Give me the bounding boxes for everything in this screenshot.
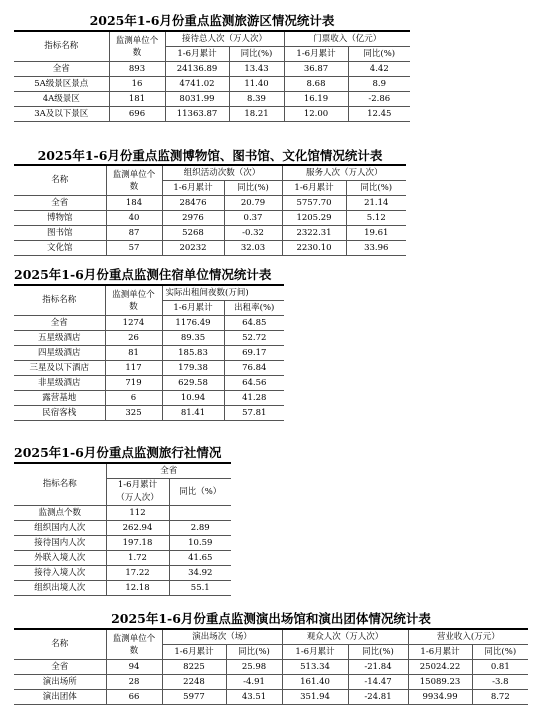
- header-name: 指标名称: [14, 463, 106, 506]
- cell-value: 2976: [162, 211, 224, 226]
- header-service: 服务人次（万人次）: [282, 165, 406, 181]
- row-label: 4A级景区: [14, 92, 109, 107]
- header-cum: 1-6月累计: [162, 645, 226, 660]
- header-visitors: 接待总人次（万人次）: [165, 31, 284, 47]
- table-row: [14, 107, 410, 122]
- table-row: [14, 406, 284, 421]
- cell-value: 2230.10: [282, 241, 346, 256]
- header-yoy: 同比（%）: [169, 479, 231, 506]
- cell-value: 76.84: [224, 361, 284, 376]
- cell-value: 1.72: [106, 551, 169, 566]
- cell-value: 19.61: [346, 226, 406, 241]
- cell-value: 15089.23: [408, 675, 472, 690]
- header-revenue: 门票收入（亿元）: [284, 31, 410, 47]
- header-cum: 1-6月累计: [282, 181, 346, 196]
- cell-value: 9934.99: [408, 690, 472, 705]
- table-row: [14, 566, 231, 581]
- cell-value: 4.42: [348, 62, 410, 77]
- culture-venue-rows: [14, 196, 406, 256]
- header-units: [106, 165, 162, 196]
- row-label: 非星级酒店: [14, 376, 105, 391]
- cell-value: 1176.49: [162, 316, 224, 331]
- table-row: [14, 536, 231, 551]
- cell-value: 11.40: [229, 77, 284, 92]
- row-label: 组织出境人次: [14, 581, 106, 596]
- culture-venue-title: 2025年1-6月份重点监测博物馆、图书馆、文化馆情况统计表: [37, 148, 383, 163]
- culture-venue-table: [14, 164, 406, 256]
- cell-value: 0.37: [224, 211, 282, 226]
- accommodation-table: [14, 284, 284, 421]
- cell-value: 1205.29: [282, 211, 346, 226]
- table-row: [14, 690, 528, 705]
- tourist-area-table: [14, 30, 410, 122]
- cell-value: 21.14: [346, 196, 406, 211]
- cell-value: -2.86: [348, 92, 410, 107]
- header-yoy: 同比(%): [472, 645, 528, 660]
- table-row: [14, 376, 284, 391]
- table-row: [14, 62, 410, 77]
- table-row: [14, 521, 231, 536]
- header-revenue: 营业收入(万元）: [408, 629, 528, 645]
- header-name: 名称: [14, 165, 106, 196]
- row-label: 组织国内人次: [14, 521, 106, 536]
- cell-value: 8031.99: [165, 92, 229, 107]
- cell-value: 5757.70: [282, 196, 346, 211]
- row-label: 三星及以下酒店: [14, 361, 105, 376]
- table-row: [14, 506, 231, 521]
- row-label: 5A级景区景点: [14, 77, 109, 92]
- performance-title: 2025年1-6月份重点监测演出场馆和演出团体情况统计表: [111, 611, 431, 626]
- row-label: 博物馆: [14, 211, 106, 226]
- cell-value: 2322.31: [282, 226, 346, 241]
- cell-value: 11363.87: [165, 107, 229, 122]
- tourist-area-title: 2025年1-6月份重点监测旅游区情况统计表: [89, 13, 335, 28]
- row-label: 四星级酒店: [14, 346, 105, 361]
- row-label: 露营基地: [14, 391, 105, 406]
- header-cum: 1-6月累计: [282, 645, 348, 660]
- cell-value: 8.72: [472, 690, 528, 705]
- cell-value: 43.51: [226, 690, 282, 705]
- cell-value: 8225: [162, 660, 226, 675]
- cell-value: 181: [109, 92, 165, 107]
- culture-venue-section: [14, 148, 406, 256]
- cell-value: 2248: [162, 675, 226, 690]
- cell-value: 41.28: [224, 391, 284, 406]
- header-yoy: 同比(%): [224, 181, 282, 196]
- cell-value: 12.18: [106, 581, 169, 596]
- header-nights: 实际出租间夜数(万间): [162, 285, 284, 301]
- performance-section: [14, 610, 528, 705]
- cell-value: 12.45: [348, 107, 410, 122]
- header-units-text: 监测单位个数: [112, 169, 156, 192]
- accommodation-title: 2025年1-6月份重点监测住宿单位情况统计表: [14, 267, 272, 282]
- row-label: 全省: [14, 316, 105, 331]
- row-label: 演出场所: [14, 675, 106, 690]
- cell-value: -21.84: [348, 660, 408, 675]
- header-cum: 1-6月累计: [162, 181, 224, 196]
- row-label: 3A及以下景区: [14, 107, 109, 122]
- table-row: [14, 581, 231, 596]
- table-row: [14, 551, 231, 566]
- performance-table: [14, 628, 528, 705]
- cell-value: 719: [105, 376, 162, 391]
- cell-value: 10.59: [169, 536, 231, 551]
- cell-value: -24.81: [348, 690, 408, 705]
- cell-value: 351.94: [282, 690, 348, 705]
- cell-value: 81: [105, 346, 162, 361]
- cell-value: 184: [106, 196, 162, 211]
- cell-value: 25.98: [226, 660, 282, 675]
- cell-value: 26: [105, 331, 162, 346]
- travel-agency-rows: [14, 506, 231, 596]
- cell-value: 112: [106, 506, 169, 521]
- cell-value: 0.81: [472, 660, 528, 675]
- cell-value: 185.83: [162, 346, 224, 361]
- header-rate: 出租率(%): [224, 301, 284, 316]
- cell-value: 8.9: [348, 77, 410, 92]
- cell-value: 629.58: [162, 376, 224, 391]
- header-shows: 演出场次（场）: [162, 629, 282, 645]
- cell-value: 16: [109, 77, 165, 92]
- cell-value: 5.12: [346, 211, 406, 226]
- table-row: [14, 226, 406, 241]
- table-row: [14, 241, 406, 256]
- cell-value: 197.18: [106, 536, 169, 551]
- cell-value: 36.87: [284, 62, 348, 77]
- cell-value: 94: [106, 660, 162, 675]
- table-row: [14, 211, 406, 226]
- cell-value: 25024.22: [408, 660, 472, 675]
- table-row: [14, 660, 528, 675]
- row-label: 全省: [14, 62, 109, 77]
- cell-value: 5977: [162, 690, 226, 705]
- cell-value: 10.94: [162, 391, 224, 406]
- cell-value: 325: [105, 406, 162, 421]
- cell-value: 64.85: [224, 316, 284, 331]
- header-units: [106, 629, 162, 660]
- header-units: [105, 285, 162, 316]
- cell-value: 20232: [162, 241, 224, 256]
- cell-value: -0.32: [224, 226, 282, 241]
- row-label: 全省: [14, 196, 106, 211]
- cell-value: 893: [109, 62, 165, 77]
- cell-value: 262.94: [106, 521, 169, 536]
- table-row: [14, 77, 410, 92]
- cell-value: 161.40: [282, 675, 348, 690]
- cell-value: 18.21: [229, 107, 284, 122]
- header-yoy: 同比(%): [348, 645, 408, 660]
- cell-value: -14.47: [348, 675, 408, 690]
- table-row: [14, 675, 528, 690]
- cell-value: 33.96: [346, 241, 406, 256]
- header-units-text: 监测单位个数: [112, 633, 156, 656]
- header-activities: 组织活动次数（次）: [162, 165, 282, 181]
- performance-rows: [14, 660, 528, 705]
- cell-value: 179.38: [162, 361, 224, 376]
- cell-value: 5268: [162, 226, 224, 241]
- table-row: [14, 391, 284, 406]
- row-label: 接待国内人次: [14, 536, 106, 551]
- row-label: 图书馆: [14, 226, 106, 241]
- cell-value: 87: [106, 226, 162, 241]
- row-label: 五星级酒店: [14, 331, 105, 346]
- cell-value: -4.91: [226, 675, 282, 690]
- cell-value: 40: [106, 211, 162, 226]
- cell-value: 20.79: [224, 196, 282, 211]
- travel-agency-section: [14, 444, 231, 596]
- cell-value: 28476: [162, 196, 224, 211]
- tourist-area-rows: [14, 62, 410, 122]
- table-row: [14, 346, 284, 361]
- row-label: 全省: [14, 660, 106, 675]
- table-row: [14, 331, 284, 346]
- cell-value: 17.22: [106, 566, 169, 581]
- header-units-text: 监测单位个数: [115, 35, 159, 58]
- cell-value: 41.65: [169, 551, 231, 566]
- cell-value: 117: [105, 361, 162, 376]
- header-name: 指标名称: [14, 31, 109, 62]
- cell-value: 6: [105, 391, 162, 406]
- cell-value: 66: [106, 690, 162, 705]
- header-audience: 观众人次（万人次）: [282, 629, 408, 645]
- table-row: [14, 92, 410, 107]
- cell-value: 8.68: [284, 77, 348, 92]
- cell-value: 64.56: [224, 376, 284, 391]
- cell-value: 81.41: [162, 406, 224, 421]
- table-row: [14, 196, 406, 211]
- header-cum: 1-6月累计: [106, 479, 169, 493]
- header-units-text: 监测单位个数: [112, 289, 155, 312]
- cell-value: 696: [109, 107, 165, 122]
- table-row: [14, 316, 284, 331]
- accommodation-rows: [14, 316, 284, 421]
- cell-value: 89.35: [162, 331, 224, 346]
- cell-value: 57: [106, 241, 162, 256]
- cell-value: 4741.02: [165, 77, 229, 92]
- cell-value: 57.81: [224, 406, 284, 421]
- header-province: 全省: [106, 463, 231, 479]
- cell-value: 55.1: [169, 581, 231, 596]
- cell-value: 513.34: [282, 660, 348, 675]
- header-yoy: 同比(%): [348, 47, 410, 62]
- cell-value: 1274: [105, 316, 162, 331]
- cell-value: 32.03: [224, 241, 282, 256]
- row-label: 监测点个数: [14, 506, 106, 521]
- cell-value: 12.00: [284, 107, 348, 122]
- cell-value: 24136.89: [165, 62, 229, 77]
- row-label: 接待入境人次: [14, 566, 106, 581]
- header-cum: 1-6月累计: [408, 645, 472, 660]
- row-label: 演出团体: [14, 690, 106, 705]
- cell-value: -3.8: [472, 675, 528, 690]
- header-cum: 1-6月累计: [165, 47, 229, 62]
- cell-value: 52.72: [224, 331, 284, 346]
- table-row: [14, 361, 284, 376]
- row-label: 外联入境人次: [14, 551, 106, 566]
- cell-value: 8.39: [229, 92, 284, 107]
- cell-value: 69.17: [224, 346, 284, 361]
- row-label: 民宿客栈: [14, 406, 105, 421]
- header-units: [109, 31, 165, 62]
- cell-value: 34.92: [169, 566, 231, 581]
- cell-value: 13.43: [229, 62, 284, 77]
- row-label: 文化馆: [14, 241, 106, 256]
- header-yoy: 同比(%): [229, 47, 284, 62]
- header-yoy: 同比(%): [226, 645, 282, 660]
- header-name: 指标名称: [14, 285, 105, 316]
- header-cum-unit: （万人次）: [106, 492, 169, 506]
- cell-value: 2.89: [169, 521, 231, 536]
- header-cum: 1-6月累计: [162, 301, 224, 316]
- travel-agency-title: 2025年1-6月份重点监测旅行社情况: [14, 445, 222, 460]
- travel-agency-table: [14, 462, 231, 596]
- header-cum: 1-6月累计: [284, 47, 348, 62]
- header-name: 名称: [14, 629, 106, 660]
- cell-value: [169, 506, 231, 521]
- tourist-area-section: [14, 12, 410, 122]
- cell-value: 28: [106, 675, 162, 690]
- header-yoy: 同比(%): [346, 181, 406, 196]
- accommodation-section: [14, 266, 284, 421]
- cell-value: 16.19: [284, 92, 348, 107]
